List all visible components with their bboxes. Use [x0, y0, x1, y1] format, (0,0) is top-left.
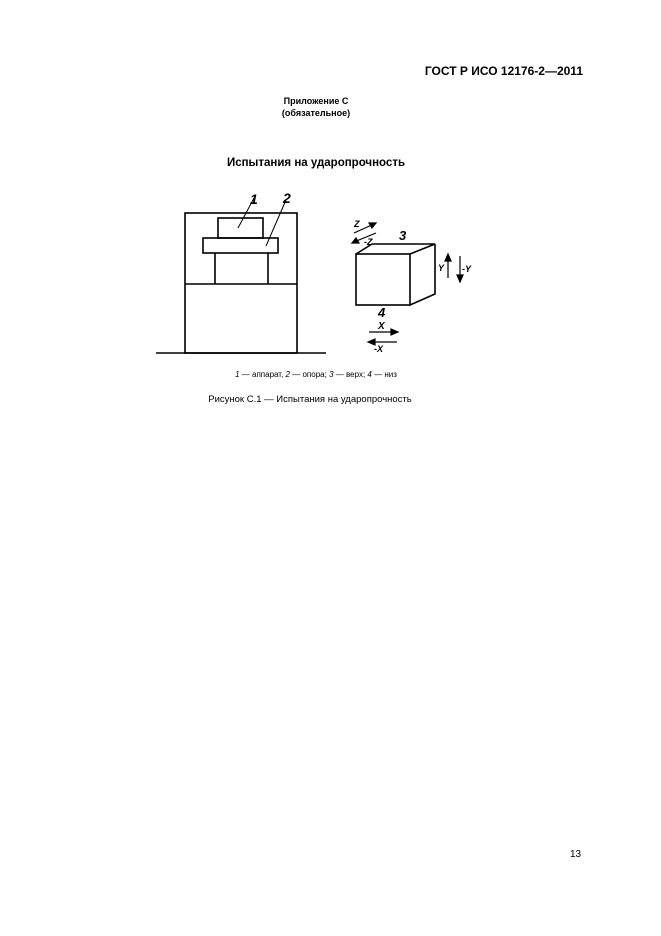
- cube-front: [356, 254, 410, 305]
- label-1: 1: [250, 191, 258, 207]
- figure-caption: Рисунок С.1 — Испытания на ударопрочность: [208, 394, 412, 405]
- label-x: X: [378, 321, 385, 332]
- legend-num: 3: [329, 370, 334, 379]
- leader-line-2: [266, 200, 286, 246]
- label-y: Y: [438, 263, 445, 273]
- legend-dash: —: [374, 370, 383, 379]
- figure-legend: [0, 370, 632, 379]
- test-rig-drawing: [156, 198, 326, 353]
- z-arrowhead: [369, 223, 376, 228]
- label-2: 2: [283, 190, 291, 206]
- label-z: Z: [354, 219, 360, 229]
- legend-text: низ: [384, 370, 397, 379]
- neg-z-arrowhead: [352, 238, 359, 243]
- legend-num: 4: [367, 370, 372, 379]
- document-header: ГОСТ Р ИСО 12176-2—2011: [424, 64, 583, 78]
- appendix-title: Приложение С: [283, 96, 349, 106]
- x-arrowhead: [391, 329, 398, 335]
- legend-text: верх;: [345, 370, 366, 379]
- apparatus: [218, 218, 263, 238]
- legend-text: опора;: [302, 370, 327, 379]
- legend-num: 2: [285, 370, 290, 379]
- label-neg-y: -Y: [462, 264, 471, 274]
- legend-dash: —: [335, 370, 344, 379]
- appendix-heading: [0, 95, 632, 119]
- neg-y-arrowhead: [457, 275, 463, 282]
- label-neg-z: -Z: [364, 237, 373, 247]
- impact-test-figure: [150, 186, 471, 361]
- legend-num: 1: [235, 370, 240, 379]
- cube-drawing: [356, 244, 435, 305]
- label-neg-x: -X: [374, 344, 383, 354]
- section-title: Испытания на ударопрочность: [226, 157, 406, 169]
- rig-frame: [185, 213, 297, 353]
- legend-text: аппарат,: [252, 370, 284, 379]
- page-number: 13: [570, 849, 582, 860]
- label-4: 4: [378, 305, 386, 320]
- y-arrowhead: [445, 254, 451, 261]
- legend-dash: —: [292, 370, 301, 379]
- y-axis-arrows: [445, 254, 463, 282]
- legend-dash: —: [241, 370, 250, 379]
- label-3: 3: [399, 228, 407, 243]
- appendix-subtitle: (обязательное): [281, 108, 351, 118]
